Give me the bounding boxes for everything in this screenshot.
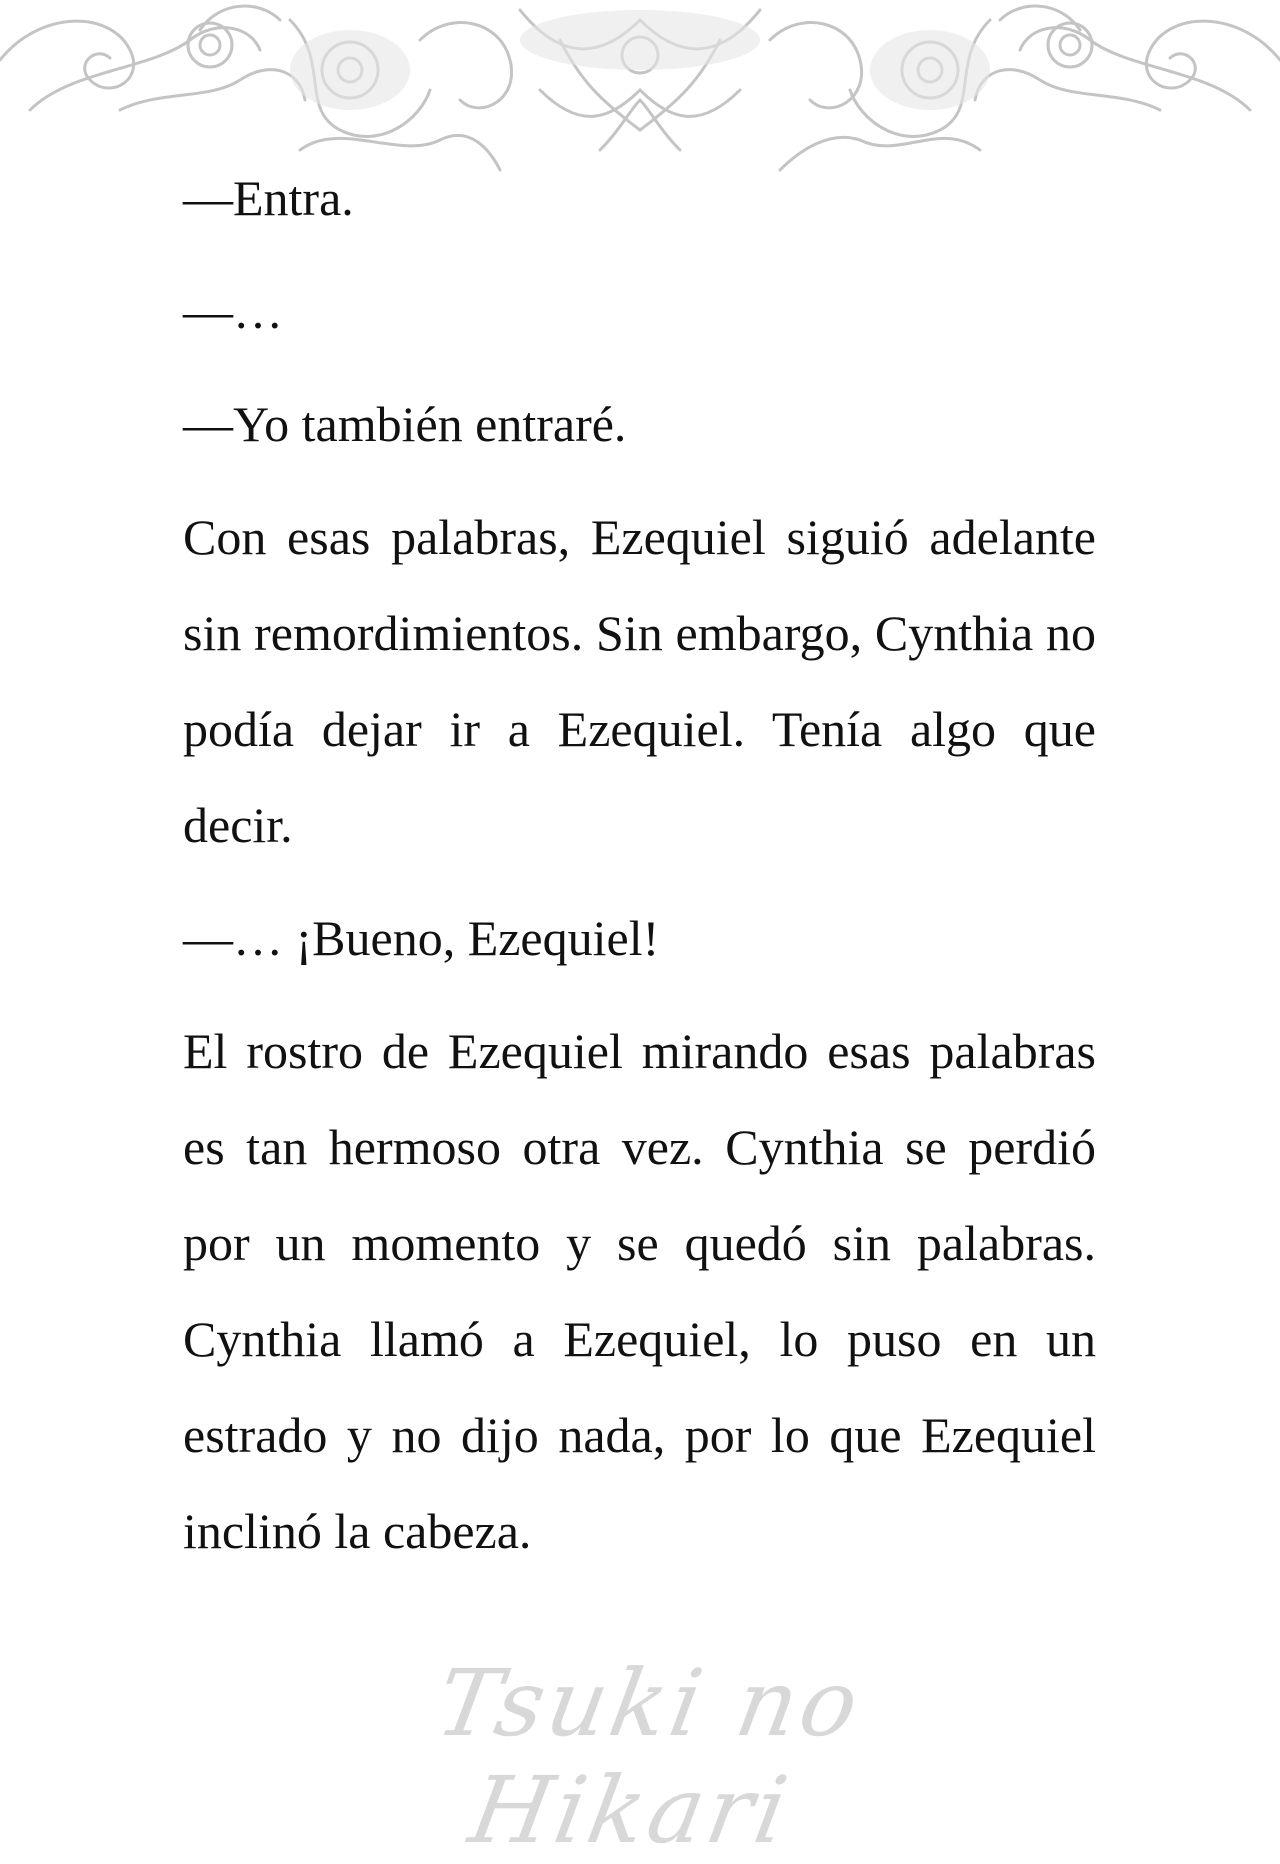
chapter-text xyxy=(183,150,1096,1596)
dialogue-line: —Entra. xyxy=(183,170,354,226)
dialogue-line: —Yo también entraré. xyxy=(183,396,627,452)
dialogue-line: —… ¡Bueno, Ezequiel! xyxy=(183,910,660,966)
watermark-signature xyxy=(395,1640,885,1864)
watermark-text: Tsuki no Hikari xyxy=(428,1650,870,1864)
dialogue-line: —… xyxy=(183,283,283,339)
narration-paragraph: El rostro de Ezequiel mirando esas palabras es tan hermoso otra vez. Cynthia se perdió por un momento y se quedó sin palabras. Cynthia llamó a Ezequiel, lo puso en un estrado y no dijo nada, por lo que Ezequiel inclinó la cabeza. xyxy=(183,1023,1096,1559)
narration-paragraph: Con esas palabras, Ezequiel siguió adelante sin remordimientos. Sin embargo, Cynthia no podía dejar ir a Ezequiel. Tenía algo que decir. xyxy=(183,509,1096,853)
